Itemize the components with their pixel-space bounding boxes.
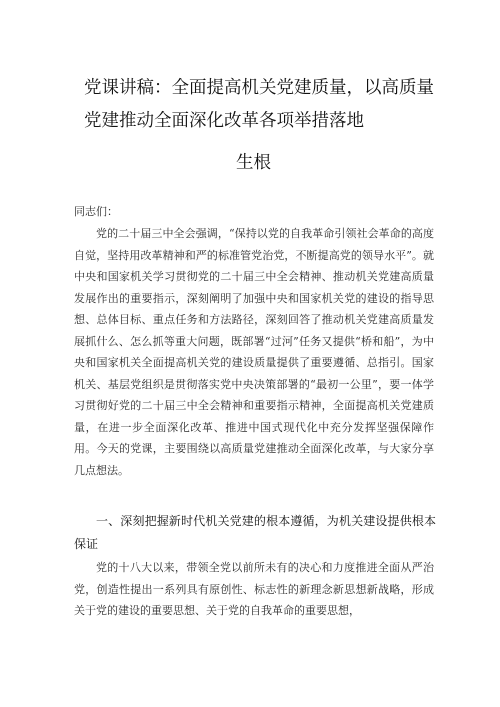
- document-title-line-3: 生根: [236, 153, 271, 173]
- document-title-line-2: 党建推动全面深化改革各项举措落地: [84, 111, 364, 131]
- salutation: 同志们：: [74, 205, 118, 218]
- paragraph-section-1: 党的十八大以来，带领全党以前所未有的决心和力度推进全面从严治党，创造性提出一系列具有原创性、标志性的新理念新思想新战略，形成关于党的建设的重要思想、关于党的自我革命的重要思想，: [74, 561, 434, 617]
- document-title-line-1: 党课讲稿：全面提高机关党建质量，以高质量: [84, 78, 434, 98]
- paragraph-intro: 党的二十届三中全会强调，“保持以党的自我革命引领社会革命的高度自觉，坚持用改革精神和严的标准管党治党，不断提高党的领导水平”。就中央和国家机关学习贯彻党的二十届三中全会精神、推动机关党建高质量发展作出的重要指示，深刻阐明了加强中央和国家机关党的建设的指导思想、总体目标、重点任务和方法路径，深刻回答了推动机关党建高质量发展抓什么、怎么抓等重大问题，既部署“过河”任务又提供“桥和船”，为中央和国家机关全面提高机关党的建设质量提供了重要遵循、总指引。国家机关、基层党组织是贯彻落实党中央决策部署的“最初一公里”，要一体学习贯彻好党的二十届三中全会精神和重要指示精神，全面提高机关党建质量，在进一步全面深化改革、推进中国式现代化中充分发挥坚强保障作用。今天的党课，主要围绕以高质量党建推动全面深化改革，与大家分享几点想法。: [74, 227, 434, 477]
- section-heading-1: 一、深刻把握新时代机关党建的根本遵循，为机关建设提供根本保证: [74, 514, 436, 551]
